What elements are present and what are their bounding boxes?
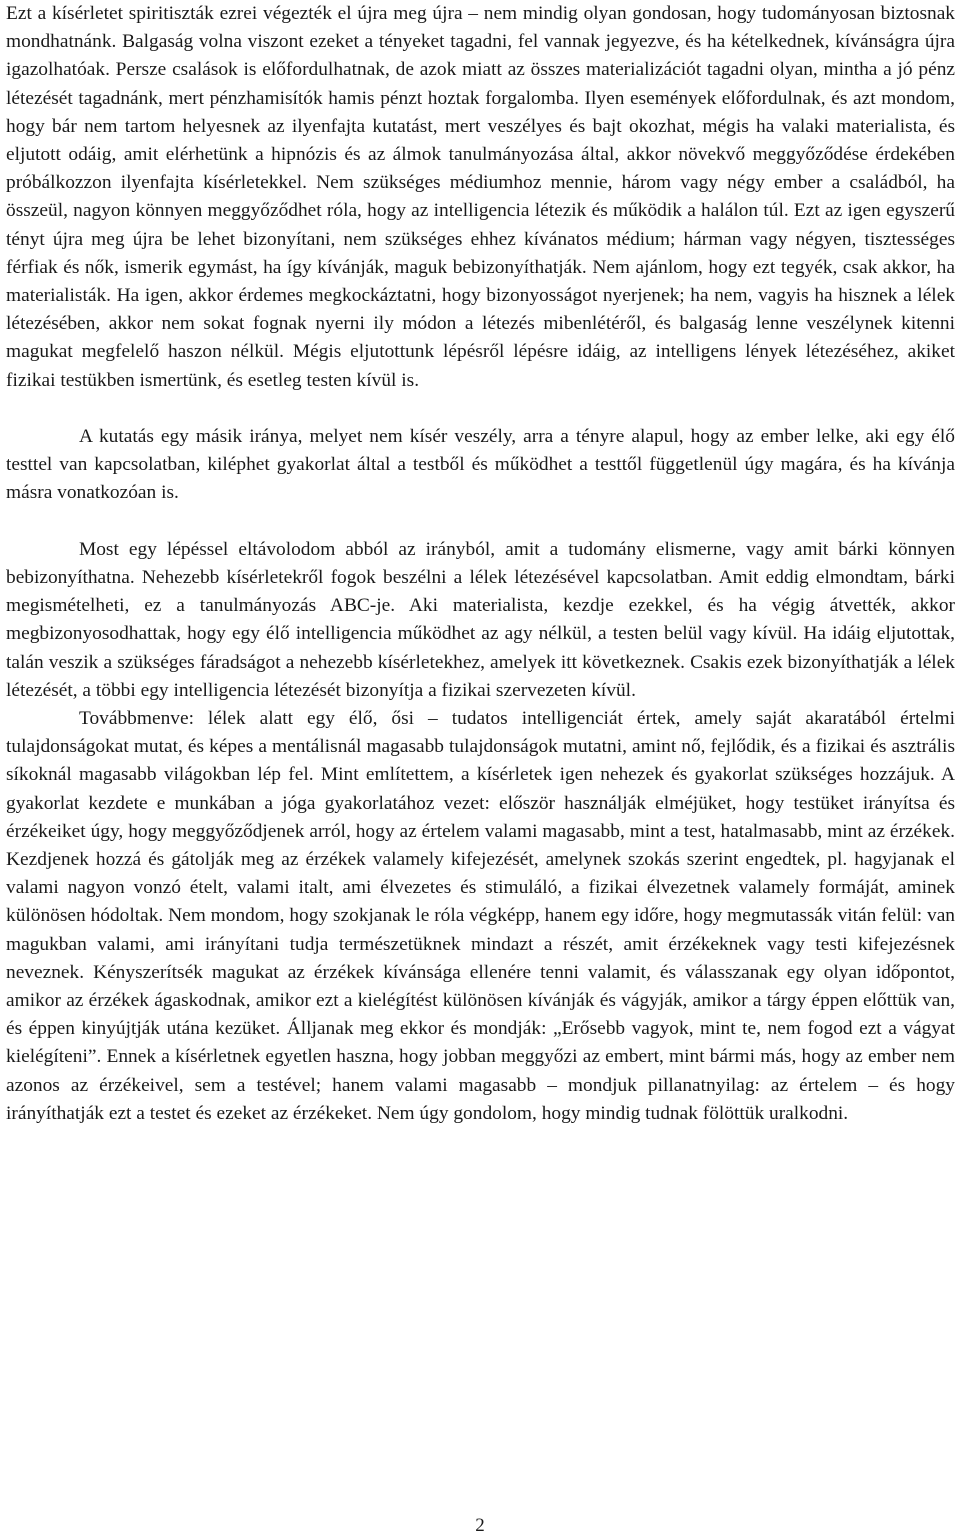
paragraph-2: A kutatás egy másik iránya, melyet nem kísér veszély, arra a tényre alapul, hogy az ember lelke, aki egy élő testtel van kapcsolatban, kiléphet gyakorlat által a testből és működhet a testtől függetlenül úgy magára, és ha kívánja másra vonatkozóan is. [6,426,955,504]
paragraph-1: Ezt a kísérletet spiritiszták ezrei végezték el újra meg újra – nem mindig olyan gondosan, hogy tudományosan biztosnak mondhatnánk. Balgaság volna viszont ezeket a tényeket tagadni, fel vannak jegyezve, és ha kételkednek, kívánságra újra igazolhatóak. Persze csalások is előfordulhatnak, de azok miatt az összes materializációt tagadni olyan, mintha a jó pénz létezését tagadnánk, mert pénzhamisítók hamis pénzt hoztak forgalomba. Ilyen események előfordulnak, és azt mondom, hogy bár nem tartom helyesnek az ilyenfajta kutatást, mert veszélyes és bajt okozhat, mégis ha valaki materialista, és eljutott odáig, amit elérhetünk a hipnózis és az álmok tanulmányozása által, akkor növekvő meggyőződése érdekében próbálkozzon ilyenfajta kísérletekkel. Nem szükséges médiumhoz mennie, három vagy négy ember a családból, ha összeül, nagyon könnyen meggyőződhet róla, hogy az intelligencia létezik és működik a halálon túl. Ezt az igen egyszerű tényt újra meg újra be lehet bizonyítani, nem szükséges ehhez kívánatos médium; hárman vagy négyen, tisztességes férfiak és nők, ismerik egymást, ha így kívánják, maguk bebizonyíthatják. Nem ajánlom, hogy ezt tegyék, csak akkor, ha materialisták. Ha igen, akkor érdemes megkockáztatni, hogy bizonyosságot nyerjenek; ha nem, vagyis ha hisznek a lélek létezésében, akkor nem sokat fognak nyerni ily módon a létezés mibenlétéről, és balgaság lenne veszélynek kitenni magukat megfelelő haszon nélkül. Mégis eljutottunk lépésről lépésre idáig, az intelligens lények létezéséhez, akiket fizikai testükben ismertünk, és esetleg testen kívül is. [6,3,955,391]
paragraph-4: Továbbmenve: lélek alatt egy élő, ősi – tudatos intelligenciát értek, amely saját akaratából értelmi tulajdonságokat mutat, és képes a mentálisnál magasabb tulajdonságok mutatni, amint nő, fejlődik, és a fizikai és asztrális síkoknál magasabb világokban lép fel. Mint említettem, a kísérletek igen nehezek és gyakorlat szükséges hozzájuk. A gyakorlat kezdete e munkában a jóga gyakorlatához vezet: először használják elméjüket, hogy testüket irányítsa és érzékeiket úgy, hogy meggyőződjenek arról, hogy az értelem valami magasabb, mint a test, hatalmasabb, mint az érzékek. Kezdjenek hozzá és gátolják meg az érzékek valamely kifejezését, amelynek szokás szerint engedtek, pl. hagyjanak el valami nagyon vonzó ételt, valami italt, ami élvezetes és stimuláló, a fizikai élvezetnek valamely formáját, aminek különösen hódoltak. Nem mondom, hogy szokjanak le róla végképp, hanem egy időre, hogy megmutassák vitán felül: van magukban valami, ami irányítani tudja természetüknek mindazt a részét, amit érzékeknek vagy testi kifejezésnek neveznek. Kényszerítsék magukat az érzékek kívánsága ellenére tenni valamit, és válasszanak egy olyan időpontot, amikor az érzékek ágaskodnak, amikor ezt a kielégítést különösen kívánják és vágyják, amikor a tárgy éppen előttük van, és éppen kinyújtják utána kezüket. Álljanak meg ekkor és mondják: „Erősebb vagyok, mint te, nem fogod ezt a vágyat kielégíteni”. Ennek a kísérletnek egyetlen haszna, hogy jobban meggyőzi az embert, mint bármi más, hogy az ember nem azonos az érzékeivel, sem a testével; hanem valami magasabb – mondjuk pillanatnyilag: az értelem – és hogy irányíthatják ezt a testet és ezeket az érzékeket. Nem úgy gondolom, hogy mindig tudnak fölöttük uralkodni. [6,708,955,1124]
paragraph-3: Most egy lépéssel eltávolodom abból az irányból, amit a tudomány elismerne, vagy amit bárki könnyen bebizonyíthatna. Nehezebb kísérletekről fogok beszélni a lélek létezésével kapcsolatban. Amit eddig elmondtam, bárki megismételheti, ez a tanulmányozás ABC-je. Aki materialista, kezdje ezekkel, és ha végig átvették, akkor megbizonyosodhattak, hogy egy élő intelligencia működhet az agy nélkül, a testen belül vagy kívül. Ha idáig eljutottak, talán veszik a szükséges fáradságot a nehezebb kísérletekhez, amelyek itt következnek. Csakis ezek bizonyíthatják a lélek létezését, a többi egy intelligencia létezését bizonyítja a fizikai szervezeten kívül. [6,538,955,701]
body-text [6,0,955,1128]
page-number: 2 [475,1515,485,1536]
